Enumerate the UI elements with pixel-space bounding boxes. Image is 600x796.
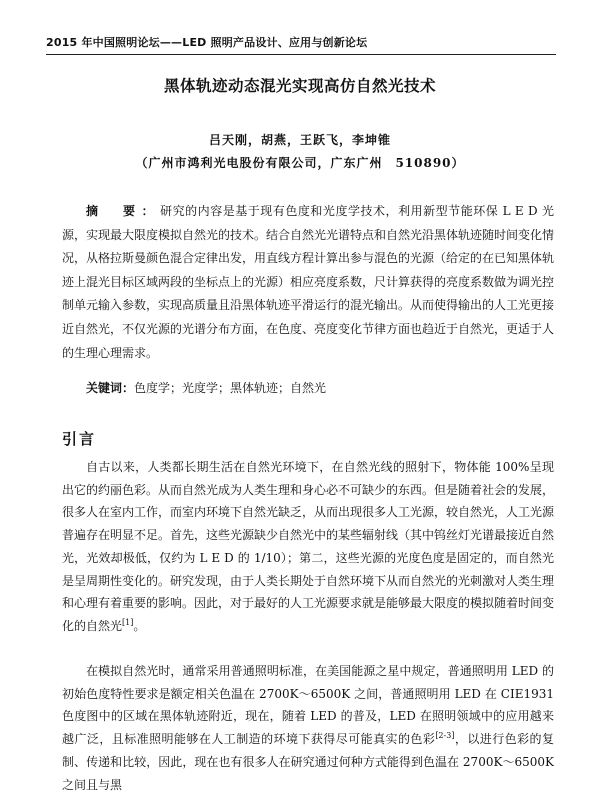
keywords-label: 关键词： [86, 381, 135, 395]
paragraph-text: 自古以来，人类都长期生活在自然光环境下，在自然光线的照射下，物体能 100%呈现出它的约丽色彩。从而自然光成为人类生理和身心必不可缺少的东西。但是随着社会的发展，很多人在室内工作，而室内环境下自然光缺乏，从而出现很多人工光源，较自然光，人工光源普遍存在明显不足。首先，这些光源缺少自然光中的某些辐射线（其中钨丝灯光谱最接近自然光，光效却极低，仅约为 L E D 的 1/10）；第二，这些光源的光度色度是固定的，而自然光是呈周期性变化的。研究发现，由于人类长期处于自然环境下从而自然光的光刺激对人类生理和心理有着重要的影响。因此，对于最好的人工光源要求就是能够最大限度的模拟随着时间变化的自然光 [62, 460, 555, 633]
citation-ref: [1] [122, 617, 134, 627]
author-list: 吕天刚，胡燕，王跃飞，李坤锥 [208, 133, 391, 147]
paragraph-end: ，以进行色彩的复制、传递和比较，因此，现在也有很多人在研究通过何种方式能得到色温在 2700K～6500K 之间且与黑 [62, 732, 554, 792]
abstract-text: 研究的内容是基于现有色度和光度学技术，利用新型节能环保 L E D 光源，实现最大限度模拟自然光的技术。结合自然光光谱特点和自然光沿黑体轨迹随时间变化情况，从格拉斯曼颜色混合定律出发，用直线方程计算出参与混色的光源（给定的在已知黑体轨迹上混光目标区域两段的坐标点上的光源）相应亮度系数，尺计算获得的亮度系数做为调光控制单元输入参数，实现高质量且沿黑体轨迹平滑运行的混光输出。从而使得输出的人工光更接近自然光，不仅光源的光谱分布方面，在色度、亮度变化节律方面也趋近于自然光，更适于人的生理心理需求。 [62, 204, 555, 360]
paragraph-text: 在模拟自然光时，通常采用普通照明标准，在美国能源之星中规定，普通照明用 LED 的初始色度特性要求是额定相关色温在 2700K～6500K 之间，普通照明用 LED 在 CIE1931 色度图中的区域在黑体轨迹附近，现在，随着 LED 的普及，LED 在照明领域中的应用越来越广泛，且标准照明能够在人工制造的环境下获得尽可能真实的色彩 [62, 664, 554, 747]
abstract-label: 摘 要： [86, 204, 161, 218]
section-heading-introduction: 引言 [62, 430, 97, 448]
citation-ref: [2-3] [435, 731, 455, 741]
paper-title: 黑体轨迹动态混光实现高仿自然光技术 [163, 77, 436, 95]
running-header: 2015 年中国照明论坛——LED 照明产品设计、应用与创新论坛 [46, 34, 556, 55]
body-paragraph-1 [62, 456, 554, 638]
keywords-text: 色度学；光度学；黑体轨迹；自然光 [134, 381, 327, 395]
author-affiliation: （广州市鸿利光电股份有限公司，广东广州 510890） [135, 156, 465, 170]
abstract [62, 200, 554, 365]
paragraph-end: 。 [133, 618, 146, 633]
keywords [62, 377, 554, 400]
body-paragraph-2 [62, 660, 554, 796]
